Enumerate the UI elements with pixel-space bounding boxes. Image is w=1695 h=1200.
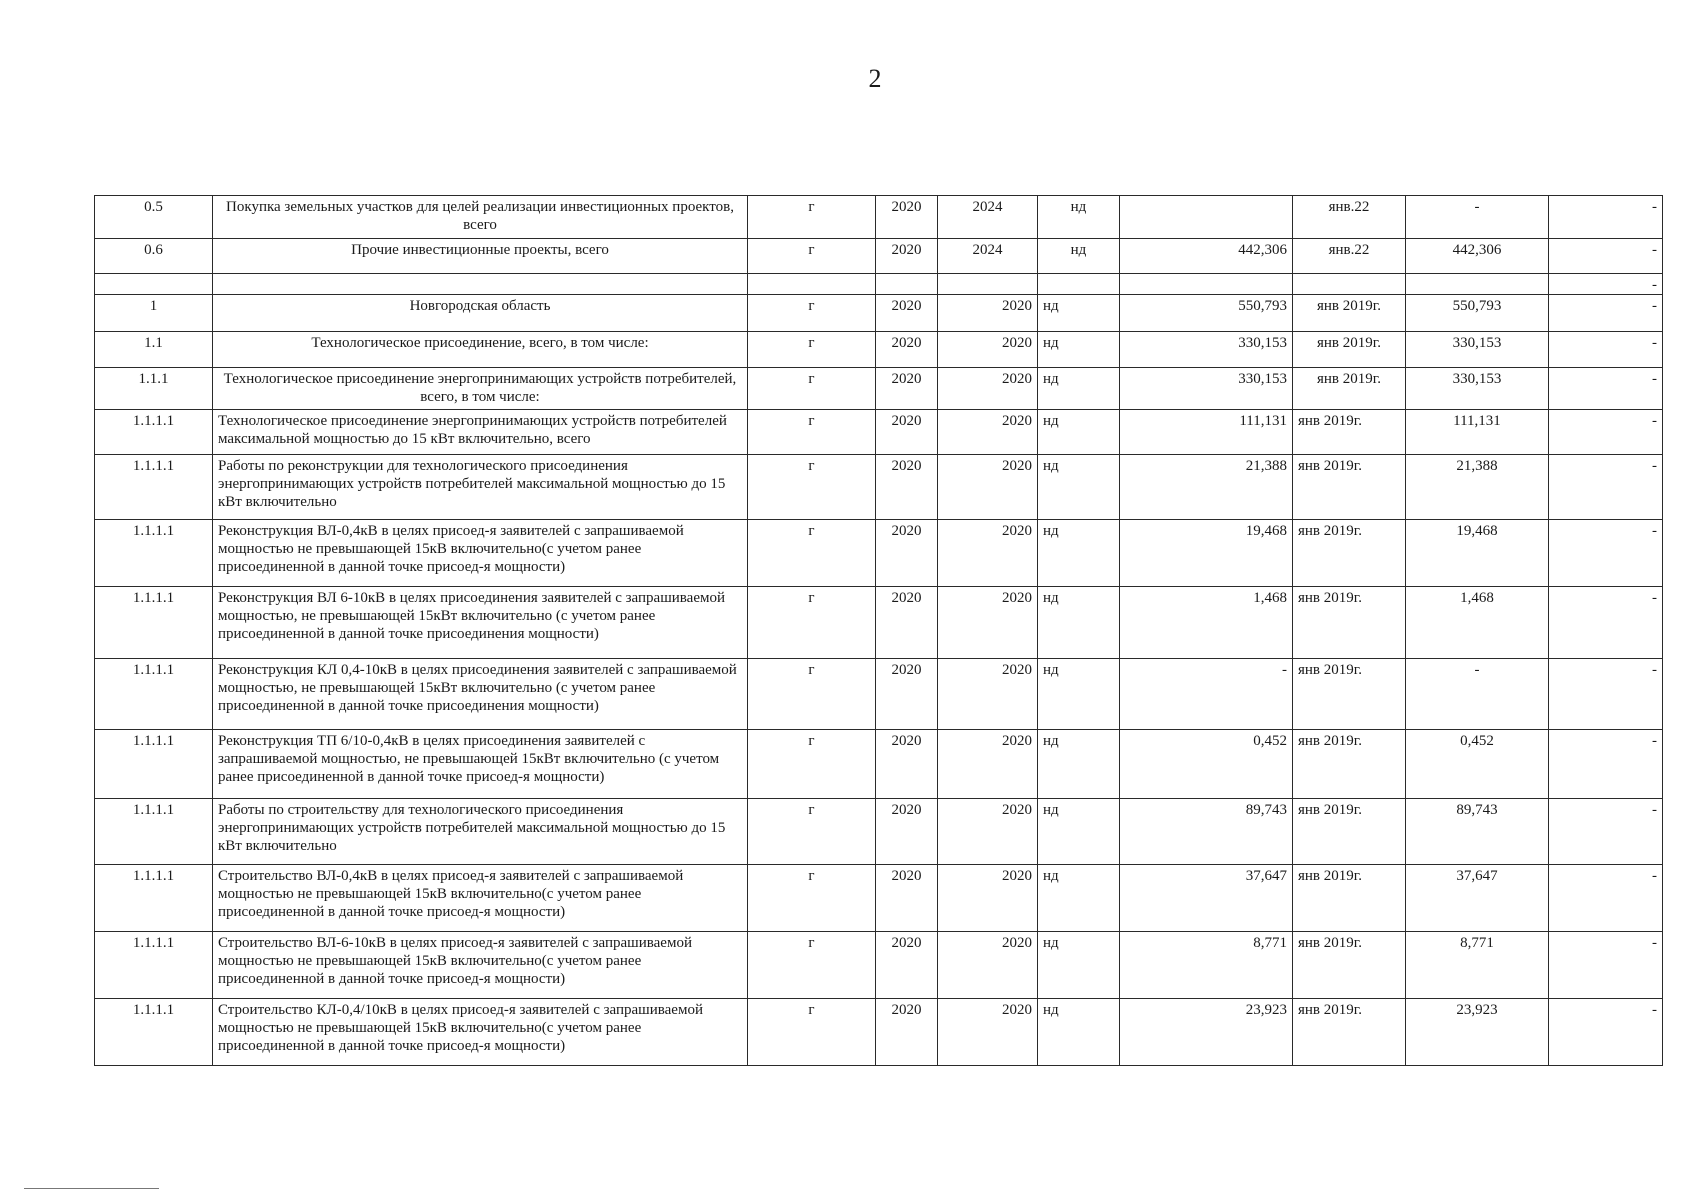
dash-cell: - [1549,455,1663,520]
dash-cell: - [1549,520,1663,587]
dash-cell: - [1549,196,1663,239]
year-start-cell: 2020 [876,865,938,932]
value-cell: 330,153 [1120,332,1293,368]
project-name: Прочие инвестиционные проекты, всего [213,239,748,274]
type-cell: г [748,295,876,332]
table-row [95,659,1663,730]
table-row [95,410,1663,455]
date-cell: янв 2019г. [1293,659,1406,730]
type-cell: г [748,999,876,1066]
row-number: 1.1.1.1 [95,410,213,455]
year-end-cell: 2020 [938,587,1038,659]
type-cell: г [748,368,876,410]
value-total-cell: 111,131 [1406,410,1549,455]
year-start-cell: 2020 [876,239,938,274]
value-cell: 442,306 [1120,239,1293,274]
year-end-cell: 2020 [938,799,1038,865]
row-number: 1.1.1.1 [95,799,213,865]
dash-cell: - [1549,410,1663,455]
year-start-cell: 2020 [876,932,938,999]
year-end-cell [938,274,1038,295]
date-cell: янв 2019г. [1293,932,1406,999]
type-cell: г [748,410,876,455]
project-name: Технологическое присоединение, всего, в том числе: [213,332,748,368]
year-end-cell: 2020 [938,999,1038,1066]
nd-cell: нд [1038,587,1120,659]
row-number: 0.5 [95,196,213,239]
table-row [95,332,1663,368]
year-end-cell: 2020 [938,295,1038,332]
table-row [95,274,1663,295]
value-cell: 1,468 [1120,587,1293,659]
row-number: 1.1.1.1 [95,455,213,520]
table-row [95,730,1663,799]
year-start-cell: 2020 [876,799,938,865]
date-cell [1293,274,1406,295]
nd-cell: нд [1038,368,1120,410]
table-row [95,455,1663,520]
year-end-cell: 2024 [938,239,1038,274]
nd-cell: нд [1038,455,1120,520]
value-total-cell: 37,647 [1406,865,1549,932]
dash-cell: - [1549,799,1663,865]
value-total-cell: - [1406,659,1549,730]
table-body [95,196,1663,1066]
value-cell: 550,793 [1120,295,1293,332]
table-row [95,799,1663,865]
row-number: 1.1 [95,332,213,368]
year-start-cell: 2020 [876,410,938,455]
value-total-cell: 442,306 [1406,239,1549,274]
date-cell: янв 2019г. [1293,587,1406,659]
nd-cell: нд [1038,295,1120,332]
value-cell: 111,131 [1120,410,1293,455]
type-cell: г [748,239,876,274]
value-total-cell [1406,274,1549,295]
value-total-cell: 0,452 [1406,730,1549,799]
type-cell: г [748,196,876,239]
value-cell [1120,196,1293,239]
value-cell: 89,743 [1120,799,1293,865]
value-total-cell: 19,468 [1406,520,1549,587]
project-name: Реконструкция ВЛ-0,4кВ в целях присоед-я заявителей с запрашиваемой мощностью не превышающей 15кВ включительно(с учетом ранее присоединенной в данной точке присоед-я мощности) [213,520,748,587]
date-cell: янв 2019г. [1293,455,1406,520]
type-cell: г [748,932,876,999]
date-cell: янв 2019г. [1293,799,1406,865]
row-number: 1.1.1.1 [95,730,213,799]
dash-cell: - [1549,332,1663,368]
project-name: Технологическое присоединение энергопринимающих устройств потребителей максимальной мощностью до 15 кВт включительно, всего [213,410,748,455]
table-row [95,587,1663,659]
row-number: 1.1.1 [95,368,213,410]
row-number: 1.1.1.1 [95,659,213,730]
nd-cell: нд [1038,196,1120,239]
table-row [95,865,1663,932]
dash-cell: - [1549,239,1663,274]
table-row [95,239,1663,274]
value-cell: 19,468 [1120,520,1293,587]
type-cell: г [748,455,876,520]
project-name: Строительство ВЛ-6-10кВ в целях присоед-я заявителей с запрашиваемой мощностью не превышающей 15кВ включительно(с учетом ранее присоединенной в данной точке присоед-я мощности) [213,932,748,999]
year-start-cell [876,274,938,295]
dash-cell: - [1549,587,1663,659]
value-cell: 330,153 [1120,368,1293,410]
year-start-cell: 2020 [876,196,938,239]
year-start-cell: 2020 [876,520,938,587]
table-row [95,999,1663,1066]
year-end-cell: 2020 [938,865,1038,932]
project-name: Работы по строительству для технологического присоединения энергопринимающих устройств потребителей максимальной мощностью до 15 кВт включительно [213,799,748,865]
type-cell: г [748,799,876,865]
dash-cell: - [1549,659,1663,730]
date-cell: янв 2019г. [1293,332,1406,368]
date-cell: янв 2019г. [1293,730,1406,799]
dash-cell: - [1549,865,1663,932]
dash-cell: - [1549,295,1663,332]
nd-cell: нд [1038,239,1120,274]
table-row [95,196,1663,239]
row-number: 1.1.1.1 [95,520,213,587]
year-end-cell: 2020 [938,932,1038,999]
table-row [95,520,1663,587]
project-name: Реконструкция ВЛ 6-10кВ в целях присоединения заявителей с запрашиваемой мощностью, не превышающей 15кВт включительно (с учетом ранее присоединенной в данной точке присоединения мощности) [213,587,748,659]
value-total-cell: 8,771 [1406,932,1549,999]
row-number: 1.1.1.1 [95,932,213,999]
year-start-cell: 2020 [876,587,938,659]
year-start-cell: 2020 [876,295,938,332]
year-start-cell: 2020 [876,659,938,730]
date-cell: янв 2019г. [1293,410,1406,455]
project-name: Новгородская область [213,295,748,332]
row-number: 1 [95,295,213,332]
value-total-cell: - [1406,196,1549,239]
value-total-cell: 330,153 [1406,332,1549,368]
year-end-cell: 2024 [938,196,1038,239]
year-start-cell: 2020 [876,368,938,410]
row-number: 1.1.1.1 [95,587,213,659]
type-cell: г [748,520,876,587]
type-cell: г [748,332,876,368]
year-start-cell: 2020 [876,999,938,1066]
type-cell: г [748,587,876,659]
project-name: Работы по реконструкции для технологического присоединения энергопринимающих устройств потребителей максимальной мощностью до 15 кВт включительно [213,455,748,520]
project-name: Реконструкция КЛ 0,4-10кВ в целях присоединения заявителей с запрашиваемой мощностью, не превышающей 15кВт включительно (с учетом ранее присоединенной в данной точке присоединения мощности) [213,659,748,730]
type-cell [748,274,876,295]
value-cell: 21,388 [1120,455,1293,520]
year-start-cell: 2020 [876,332,938,368]
nd-cell: нд [1038,865,1120,932]
table-row [95,368,1663,410]
scan-artifact-line [24,1188,159,1189]
investment-table [94,195,1663,1066]
type-cell: г [748,730,876,799]
nd-cell: нд [1038,730,1120,799]
value-total-cell: 89,743 [1406,799,1549,865]
row-number: 1.1.1.1 [95,865,213,932]
type-cell: г [748,865,876,932]
dash-cell: - [1549,999,1663,1066]
year-end-cell: 2020 [938,520,1038,587]
value-total-cell: 1,468 [1406,587,1549,659]
nd-cell [1038,274,1120,295]
nd-cell: нд [1038,659,1120,730]
year-end-cell: 2020 [938,659,1038,730]
row-number: 0.6 [95,239,213,274]
nd-cell: нд [1038,520,1120,587]
date-cell: янв 2019г. [1293,520,1406,587]
year-end-cell: 2020 [938,730,1038,799]
year-start-cell: 2020 [876,455,938,520]
project-name: Реконструкция ТП 6/10-0,4кВ в целях присоединения заявителей с запрашиваемой мощностью, не превышающей 15кВт включительно (с учетом ранее присоединенной в данной точке присоед-я мощности) [213,730,748,799]
value-total-cell: 23,923 [1406,999,1549,1066]
nd-cell: нд [1038,999,1120,1066]
date-cell: янв 2019г. [1293,865,1406,932]
year-end-cell: 2020 [938,332,1038,368]
year-end-cell: 2020 [938,410,1038,455]
nd-cell: нд [1038,932,1120,999]
year-end-cell: 2020 [938,455,1038,520]
date-cell: янв.22 [1293,196,1406,239]
value-total-cell: 330,153 [1406,368,1549,410]
table-row [95,295,1663,332]
date-cell: янв 2019г. [1293,999,1406,1066]
value-cell: 37,647 [1120,865,1293,932]
date-cell: янв.22 [1293,239,1406,274]
dash-cell: - [1549,368,1663,410]
dash-cell: - [1549,730,1663,799]
table-row [95,932,1663,999]
dash-cell: - [1549,932,1663,999]
project-name: Строительство ВЛ-0,4кВ в целях присоед-я заявителей с запрашиваемой мощностью не превышающей 15кВ включительно(с учетом ранее присоединенной в данной точке присоед-я мощности) [213,865,748,932]
type-cell: г [748,659,876,730]
row-number: 1.1.1.1 [95,999,213,1066]
project-name: Технологическое присоединение энергопринимающих устройств потребителей, всего, в том числе: [213,368,748,410]
nd-cell: нд [1038,332,1120,368]
date-cell: янв 2019г. [1293,368,1406,410]
dash-cell: - [1549,274,1663,295]
date-cell: янв 2019г. [1293,295,1406,332]
row-number [95,274,213,295]
nd-cell: нд [1038,410,1120,455]
value-cell: - [1120,659,1293,730]
page-number: 2 [868,64,882,93]
value-total-cell: 550,793 [1406,295,1549,332]
value-cell: 8,771 [1120,932,1293,999]
value-cell: 23,923 [1120,999,1293,1066]
year-start-cell: 2020 [876,730,938,799]
value-total-cell: 21,388 [1406,455,1549,520]
project-name [213,274,748,295]
nd-cell: нд [1038,799,1120,865]
value-cell: 0,452 [1120,730,1293,799]
project-name: Строительство КЛ-0,4/10кВ в целях присоед-я заявителей с запрашиваемой мощностью не превышающей 15кВ включительно(с учетом ранее присоединенной в данной точке присоед-я мощности) [213,999,748,1066]
project-name: Покупка земельных участков для целей реализации инвестиционных проектов, всего [213,196,748,239]
value-cell [1120,274,1293,295]
year-end-cell: 2020 [938,368,1038,410]
